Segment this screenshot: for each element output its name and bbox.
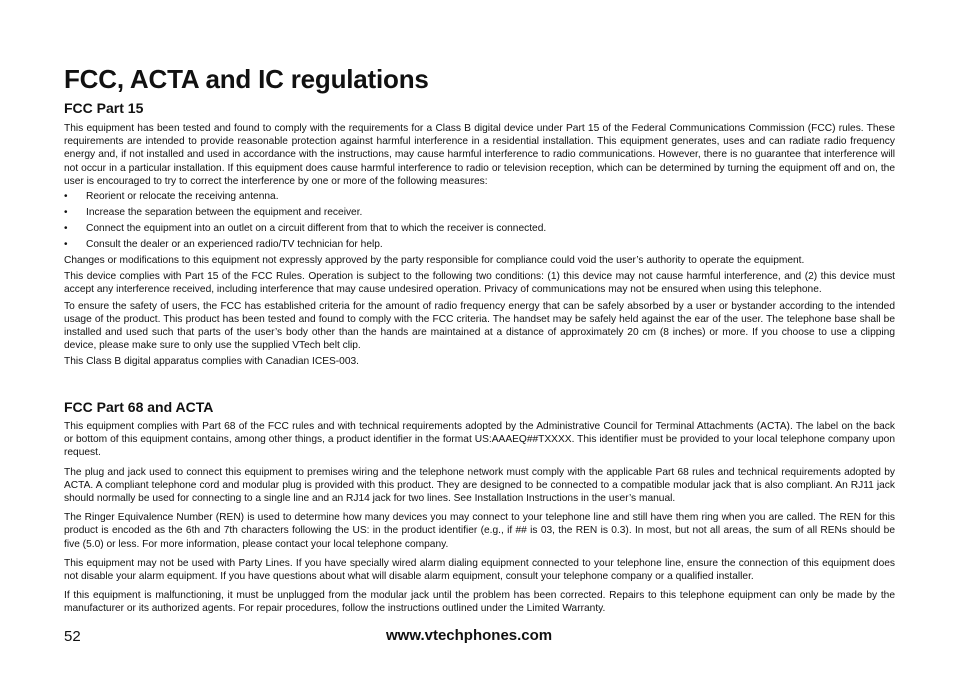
ren-paragraph: The Ringer Equivalence Number (REN) is used to determine how many devices you may connect to your telephone line and still have them ring when you are called. The REN for this product is encoded as the 6th and 7th characters following the US: in the product identifier (e.g., if ## is 03, the REN is 0.3). In most, but not all areas, the sum of all RENs should be five (5.0) or less. For more information, please contact your local telephone company. — [64, 512, 895, 550]
fcc-part-68-section — [64, 398, 895, 616]
page-title: FCC, ACTA and IC regulations — [64, 64, 429, 94]
list-item: • Consult the dealer or an experienced radio/TV technician for help. — [64, 239, 383, 251]
malfunction-paragraph: If this equipment is malfunctioning, it must be unplugged from the modular jack until the problem has been corrected. Repairs to this telephone equipment can only be made by the manufacturer or its authorized agents. For repair procedures, follow the instructions outlined under the Limited Warranty. — [64, 590, 895, 615]
bullet-icon: • — [64, 191, 68, 203]
list-item: • Increase the separation between the equipment and receiver. — [64, 207, 363, 219]
interference-measures-list — [64, 190, 895, 251]
part-68-compliance-paragraph: This equipment complies with Part 68 of the FCC rules and with technical requirements adopted by the Administrative Council for Terminal Attachments (ACTA). The label on the back or bottom of this equipment contains, among other things, a product identifier in the format US:AAAEQ##TXXXX. This identifier must be provided to your local telephone company upon request. — [64, 421, 895, 459]
rf-safety-paragraph: To ensure the safety of users, the FCC has established criteria for the amount of radio frequency energy that can be safely absorbed by a user or bystander according to the intended usage of the product. This product has been tested and found to comply with the FCC criteria. The handset may be safely held against the ear of the user. The telephone base shall be installed and used such that parts of the user’s body other than the hands are maintained at a distance of approximately 20 cm (8 inches) or more. If you choose to use a clipping device, please make sure to only use the supplied VTech belt clip. — [64, 300, 895, 352]
fcc-part-15-section — [64, 99, 895, 369]
fcc-part-15-intro: This equipment has been tested and found to comply with the requirements for a Class B digital device under Part 15 of the Federal Communications Commission (FCC) rules. These requirements are intended to provide reasonable protection against harmful interference in a residential installation. This equipment generates, uses and can radiate radio frequency energy and, if not installed and used in accordance with the instructions, may cause harmful interference to radio communications. However, there is no guarantee that interference will not occur in a particular installation. If this equipment does cause harmful interference to radio or television reception, which can be determined by turning the equipment off and on, the user is encouraged to try to correct the interference by one or more of the following measures: — [64, 123, 895, 187]
website-link[interactable]: www.vtechphones.com — [386, 627, 553, 644]
list-item: • Reorient or relocate the receiving antenna. — [64, 191, 279, 203]
plug-jack-paragraph: The plug and jack used to connect this equipment to premises wiring and the telephone network must comply with the applicable Part 68 rules and technical requirements adopted by ACTA. A compliant telephone cord and modular plug is provided with this product. They are designed to be connected to a compatible modular jack that is also compliant. An RJ11 jack should normally be used for connecting to a single line and an RJ14 jack for two lines. See Installation Instructions in the user’s manual. — [64, 466, 895, 505]
list-item: • Connect the equipment into an outlet on a circuit different from that to which the receiver is connected. — [64, 223, 547, 235]
ices-paragraph: This Class B digital apparatus complies with Canadian ICES-003. — [64, 356, 360, 368]
fcc-part-15-heading: FCC Part 15 — [64, 100, 144, 116]
bullet-icon: • — [64, 207, 68, 219]
bullet-icon: • — [64, 223, 68, 235]
compliance-conditions-paragraph: This device complies with Part 15 of the FCC Rules. Operation is subject to the following two conditions: (1) this device may not cause harmful interference, and (2) this device must accept any interference received, including interference that may cause undesired operation. Privacy of communications may not be ensured when using this telephone. — [64, 271, 895, 296]
bullet-icon: • — [64, 239, 68, 251]
page-number: 52 — [64, 628, 81, 645]
modifications-paragraph: Changes or modifications to this equipment not expressly approved by the party responsible for compliance could void the user’s authority to operate the equipment. — [64, 255, 805, 267]
party-lines-paragraph: This equipment may not be used with Party Lines. If you have specially wired alarm dialing equipment connected to your telephone line, ensure the connection of this equipment does not disable your alarm equipment. If you have questions about what will disable alarm equipment, consult your telephone company or a qualified installer. — [64, 557, 895, 583]
fcc-part-68-heading: FCC Part 68 and ACTA — [64, 399, 214, 415]
